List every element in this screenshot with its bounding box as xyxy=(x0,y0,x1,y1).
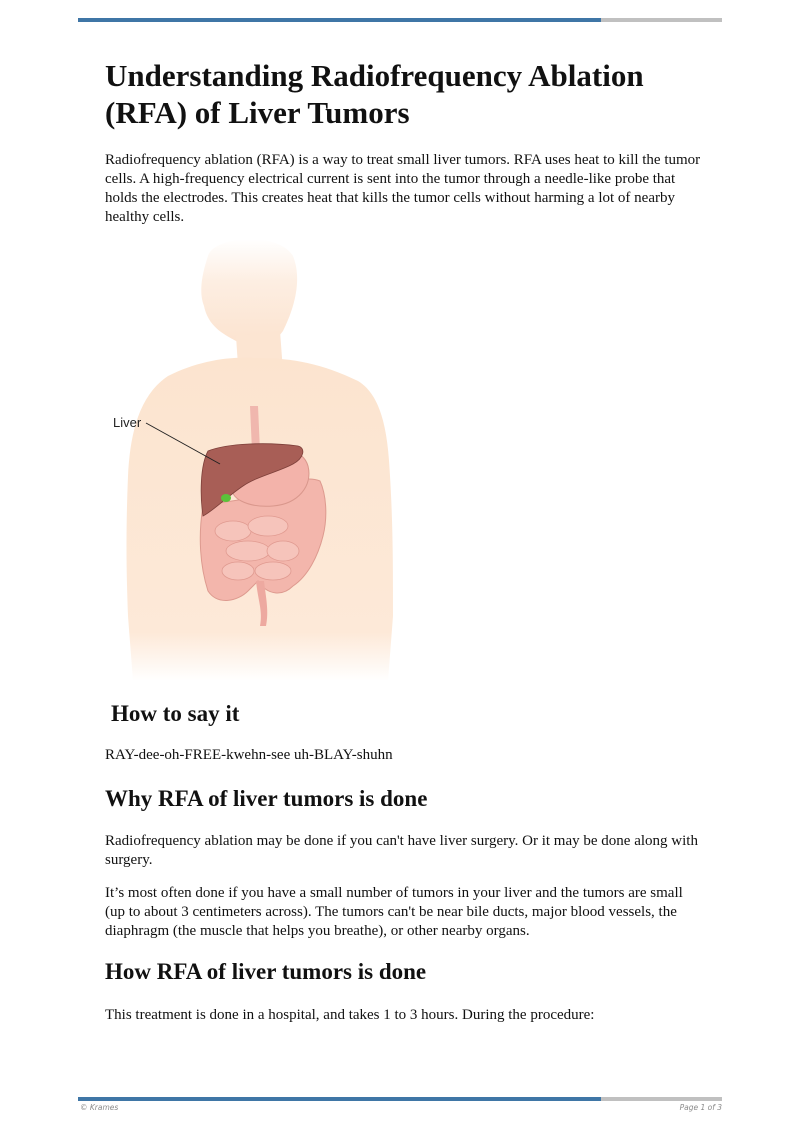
pronunciation-text: RAY-dee-oh-FREE-kwehn-see uh-BLAY-shuhn xyxy=(105,747,393,763)
progress-track xyxy=(601,18,722,22)
how-paragraph-1: This treatment is done in a hospital, and takes 1 to 3 hours. During the procedure: xyxy=(105,1007,595,1023)
why-paragraph-2: It’s most often done if you have a small number of tumors in your liver and the tumors are small (up to about 3 centimeters across). The tumors can't be near bile ducts, major blood vessels, the diaphragm (the muscle that helps you breathe), or other nearby organs. xyxy=(105,885,683,939)
section-heading-how: How RFA of liver tumors is done xyxy=(105,959,427,984)
copyright-text: © Krames xyxy=(80,1103,119,1112)
anatomy-illustration xyxy=(108,236,408,681)
progress-fill xyxy=(78,18,601,22)
intro-paragraph: Radiofrequency ablation (RFA) is a way to treat small liver tumors. RFA uses heat to kill the tumor cells. A high-frequency electrical current is sent into the tumor through a needle-like probe that holds the electrodes. This creates heat that kills the tumor cells without harming a lot of nearby healthy cells. xyxy=(105,152,701,225)
progress-track xyxy=(601,1097,722,1101)
progress-fill xyxy=(78,1097,601,1101)
footer-progress-bar xyxy=(78,1097,722,1101)
page-title: Understanding Radiofrequency Ablation (RFA) of Liver Tumors xyxy=(105,58,644,130)
page-number: Page 1 of 3 xyxy=(679,1103,722,1112)
torso-digestive-system-image xyxy=(108,236,408,681)
section-heading-how-to-say: How to say it xyxy=(111,701,240,726)
section-heading-why: Why RFA of liver tumors is done xyxy=(105,786,428,811)
liver-label: Liver xyxy=(113,415,142,430)
header-progress-bar xyxy=(78,18,722,22)
page-footer xyxy=(80,1103,722,1115)
why-paragraph-1: Radiofrequency ablation may be done if you can't have liver surgery. Or it may be done along with surgery. xyxy=(105,833,698,868)
